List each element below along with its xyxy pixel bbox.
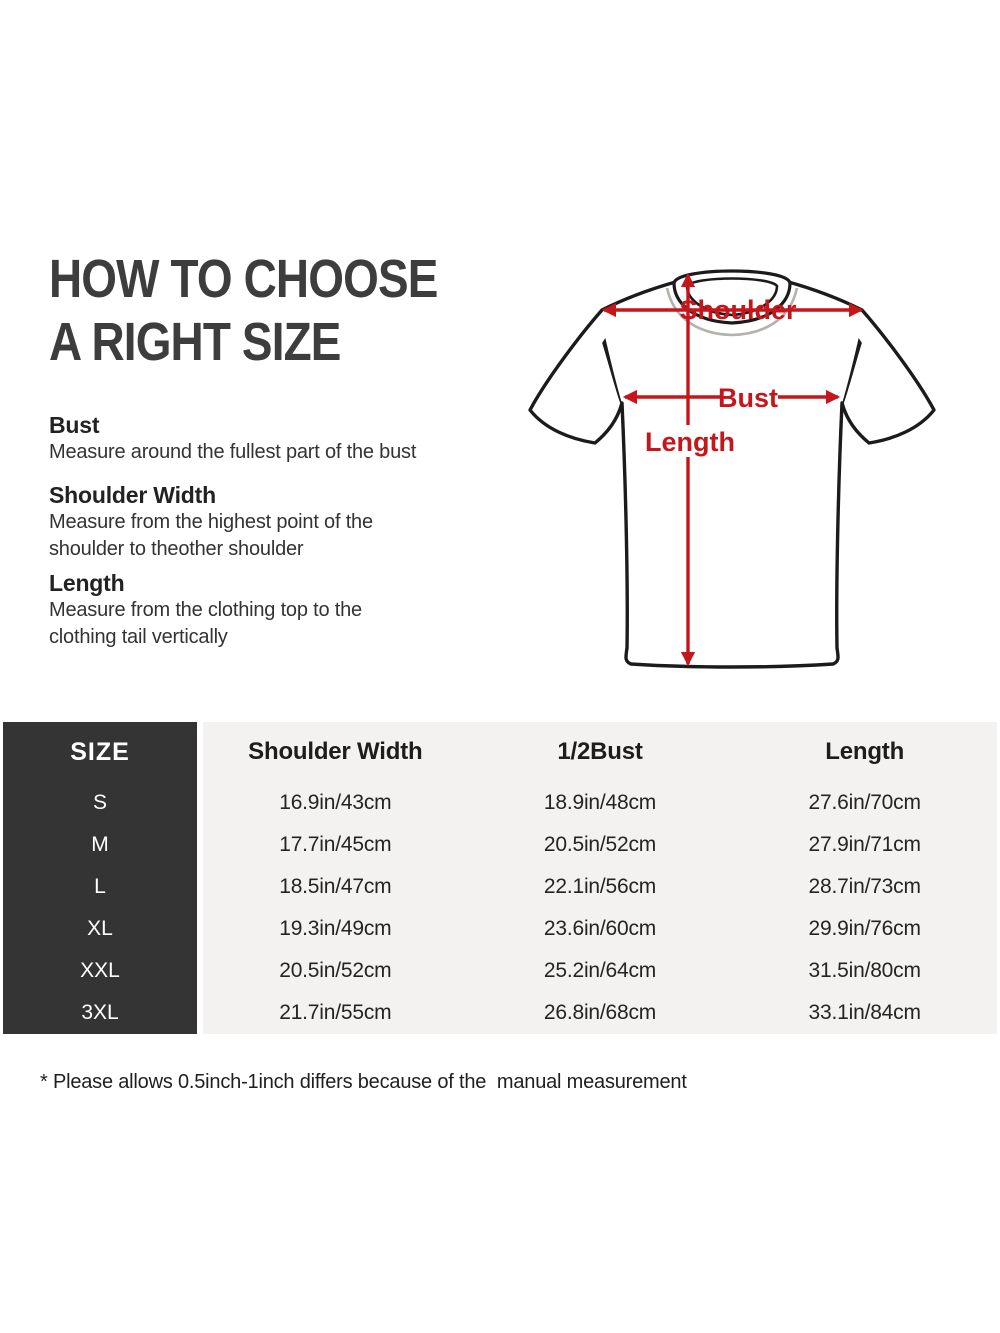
length-description-line: Measure from the clothing top to the xyxy=(49,599,362,621)
table-cell-xl-shoulder: 19.3in/49cm xyxy=(279,917,392,940)
table-cell-m-half-bust: 20.5in/52cm xyxy=(543,833,657,856)
table-cell-s-half-bust: 18.9in/48cm xyxy=(543,791,657,814)
section-shoulder-width xyxy=(49,482,489,563)
tshirt-measurement-diagram xyxy=(500,240,960,700)
shoulder-arrow-label: Shoulder xyxy=(679,295,797,325)
bust-description-line: Measure around the fullest part of the bust xyxy=(49,441,417,463)
size-table-corner-header: SIZE xyxy=(70,737,130,766)
table-cell-l-length: 28.7in/73cm xyxy=(808,875,921,898)
page-title xyxy=(49,248,437,374)
length-arrow-label: Length xyxy=(645,427,735,457)
page-title-line1: HOW TO CHOOSE xyxy=(49,249,438,309)
section-length xyxy=(49,570,489,651)
size-row-label-s: S xyxy=(92,791,107,814)
table-cell-3xl-length: 33.1in/84cm xyxy=(808,1001,921,1024)
table-cell-xl-half-bust: 23.6in/60cm xyxy=(543,917,657,940)
bust-heading: Bust xyxy=(49,412,100,438)
col-header-shoulder-width: Shoulder Width xyxy=(248,738,423,765)
table-cell-xl-length: 29.9in/76cm xyxy=(808,917,921,940)
table-cell-s-length: 27.6in/70cm xyxy=(808,791,921,814)
table-cell-l-shoulder: 18.5in/47cm xyxy=(279,875,392,898)
section-bust xyxy=(49,412,489,466)
shoulder-width-description-line: shoulder to theother shoulder xyxy=(49,538,304,560)
size-row-label-m: M xyxy=(91,833,109,856)
shoulder-width-description-line: Measure from the highest point of the xyxy=(49,511,373,533)
table-cell-xxl-shoulder: 20.5in/52cm xyxy=(279,959,392,982)
measurement-disclaimer: * Please allows 0.5inch-1inch differs because of the manual measurement xyxy=(40,1071,687,1093)
length-heading: Length xyxy=(49,570,125,596)
col-header-length: Length xyxy=(825,738,905,765)
size-row-label-3xl: 3XL xyxy=(81,1001,119,1024)
tshirt-outline xyxy=(530,272,934,667)
table-cell-3xl-shoulder: 21.7in/55cm xyxy=(279,1001,392,1024)
table-cell-m-length: 27.9in/71cm xyxy=(808,833,921,856)
length-description-line: clothing tail vertically xyxy=(49,626,228,648)
size-table-body xyxy=(203,722,997,1034)
page-title-line2: A RIGHT SIZE xyxy=(49,312,341,372)
table-cell-3xl-half-bust: 26.8in/68cm xyxy=(543,1001,657,1024)
table-cell-xxl-length: 31.5in/80cm xyxy=(808,959,921,982)
table-cell-s-shoulder: 16.9in/43cm xyxy=(279,791,392,814)
shoulder-width-heading: Shoulder Width xyxy=(49,482,216,508)
size-table-size-column xyxy=(3,722,197,1034)
table-cell-xxl-half-bust: 25.2in/64cm xyxy=(543,959,657,982)
table-cell-m-shoulder: 17.7in/45cm xyxy=(279,833,392,856)
table-cell-l-half-bust: 22.1in/56cm xyxy=(543,875,657,898)
bust-arrow-label: Bust xyxy=(718,383,778,413)
size-row-label-l: L xyxy=(94,875,106,898)
size-row-label-xxl: XXL xyxy=(80,959,120,982)
size-row-label-xl: XL xyxy=(87,917,113,940)
col-header-half-bust: 1/2Bust xyxy=(557,738,643,765)
